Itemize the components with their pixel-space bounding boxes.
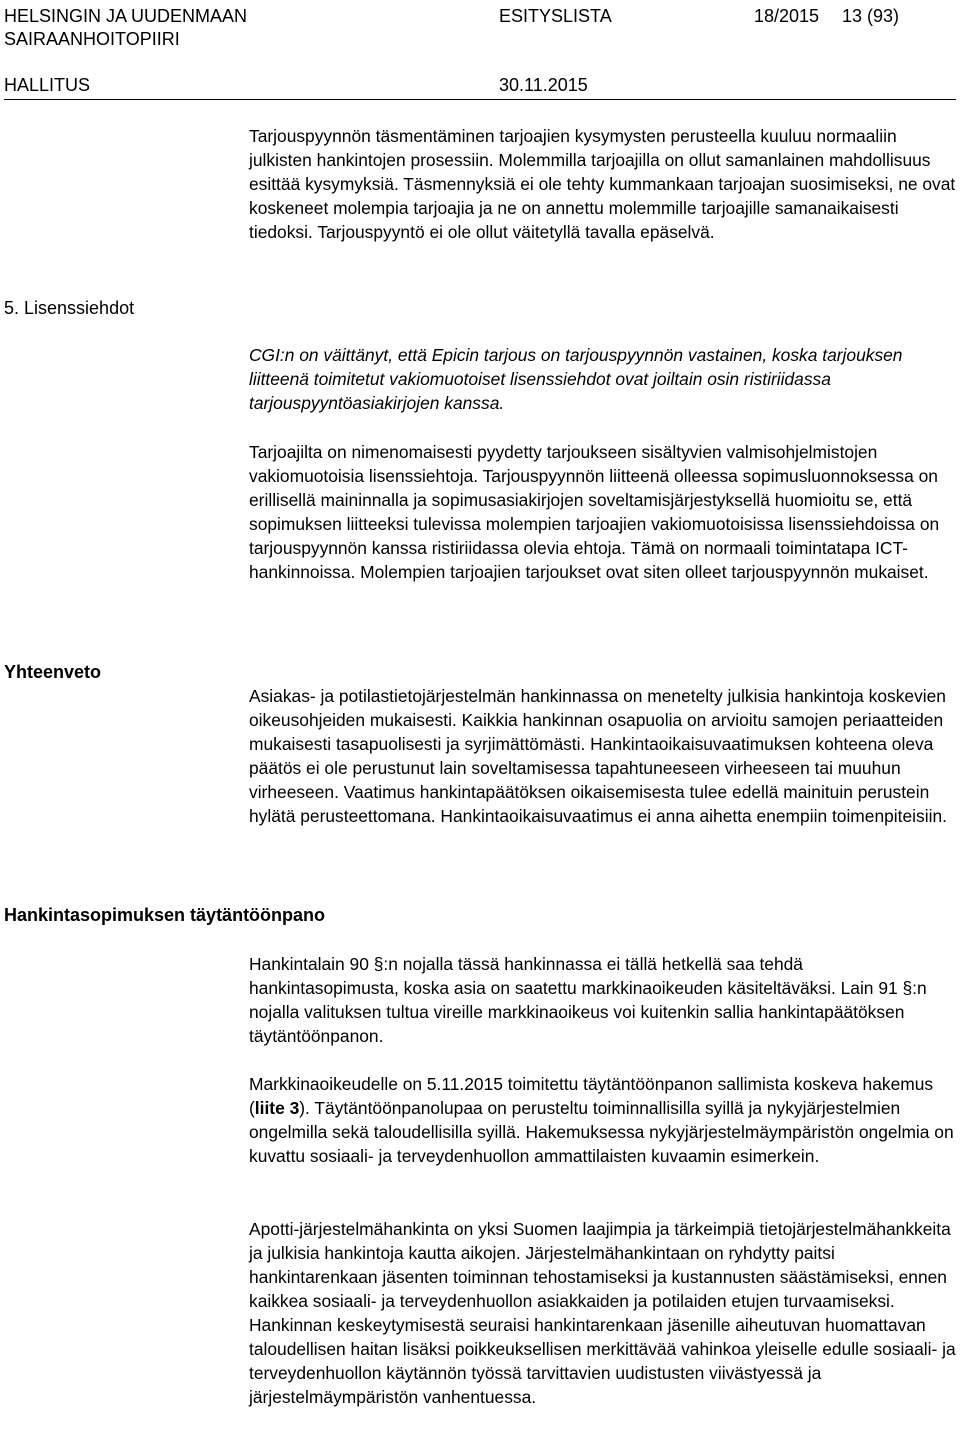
paragraph-tarjouspyynto: Tarjouspyynnön täsmentäminen tarjoajien kysymysten perusteella kuuluu normaaliin julkisten hankintojen prosessiin. Molemmilla tarjoajilla on ollut samanlainen mahdollisuus esittää kysymyksiä. Täsmennyksiä ei ole tehty kummankaan tarjoajan suosimiseksi, ne ovat koskeneet molempia tarjoajia ja ne on annettu molemmille tarjoajille samanaikaisesti tiedoksi. Tarjouspyyntö ei ole ollut väitetyllä tavalla epäselvä.	[249, 126, 956, 242]
board-name: HALLITUS	[4, 75, 91, 95]
page-info: 13 (93)	[842, 6, 900, 26]
document-number: 18/2015	[754, 6, 820, 26]
paragraph-markkinaoikeus-part1: Markkinaoikeudelle on 5.11.2015 toimitettu täytäntöönpanon sallimista koskeva hakemus (	[249, 1074, 934, 1118]
document-type: ESITYSLISTA	[499, 6, 612, 26]
section-heading-hankintasopimus: Hankintasopimuksen täytäntöönpano	[4, 905, 326, 925]
paragraph-apotti: Apotti-järjestelmähankinta on yksi Suomen laajimpia ja tärkeimpiä tietojärjestelmähankkeita ja julkisia hankintoja kautta aikojen. Järjestelmähankintaan on ryhdytty paitsi hankintarenkaan jäsenten toiminnan tehostamiseksi ja kustannusten säästämiseksi, ennen kaikkea sosiaali- ja terveydenhuollon asiakkaiden ja potilaiden etujen turvaamiseksi. Hankinnan keskeytymisestä seuraisi hankintarenkaan jäsenille aiheutuvan huomattavan taloudellisen haitan lisäksi poikkeuksellisen merkittävää vahinkoa yleiselle edulle sosiaali- ja terveydenhuollon käytännön työssä tarvittavien uudistusten viivästyessä ja järjestelmäympäristön vanhentuessa.	[249, 1219, 956, 1407]
org-name-line1: HELSINGIN JA UUDENMAAN	[4, 6, 248, 26]
header-rule	[4, 99, 956, 100]
paragraph-markkinaoikeus	[249, 1072, 957, 1168]
section-heading-yhteenveto: Yhteenveto	[4, 662, 102, 682]
paragraph-markkinaoikeus-part2: ). Täytäntöönpanolupaa on perusteltu toiminnallisilla syillä ja nykyjärjestelmien ongelmilla sekä taloudellisilla syillä. Hakemuksessa nykyjärjestelmäympäristön ongelmia on kuvattu sosiaali- ja terveydenhuollon ammattilaisten kuvaamin esimerkein.	[249, 1098, 954, 1166]
section-heading-lisenssiehdot: 5. Lisenssiehdot	[4, 298, 135, 318]
org-name-line2: SAIRAANHOITOPIIRI	[4, 29, 180, 49]
paragraph-lisenssiehdot: Tarjoajilta on nimenomaisesti pyydetty tarjoukseen sisältyvien valmisohjelmistojen vakiomuotoisia lisenssiehtoja. Tarjouspyynnön liitteenä olleessa sopimusluonnoksessa on erillisellä maininnalla ja sopimusasiakirjojen soveltamisjärjestyksellä huomioitu se, että sopimuksen liitteeksi tulevissa molempien tarjoajien vakiomuotoisissa lisenssiehdoissa on tarjouspyynnön kanssa ristiriidassa olevia ehtoja. Tämä on normaali toimintatapa ICT-hankinnoissa. Molempien tarjoajien tarjoukset ovat siten olleet tarjouspyynnön mukaiset.	[249, 442, 940, 582]
paragraph-cgi-claim: CGI:n on väittänyt, että Epicin tarjous on tarjouspyynnön vastainen, koska tarjouksen liitteenä toimitetut vakiomuotoiset lisenssiehdot ovat joiltain osin ristiriidassa tarjouspyyntöasiakirjojen kanssa.	[249, 345, 903, 413]
paragraph-hankintalaki: Hankintalain 90 §:n nojalla tässä hankinnassa ei tällä hetkellä saa tehdä hankintasopimusta, koska asia on saatettu markkinaoikeuden käsiteltäväksi. Lain 91 §:n nojalla valituksen tultua vireille markkinaoikeus voi kuitenkin sallia hankintapäätöksen täytäntöönpanon.	[249, 954, 927, 1046]
attachment-reference: liite 3	[254, 1098, 300, 1118]
paragraph-yhteenveto: Asiakas- ja potilastietojärjestelmän hankinnassa on menetelty julkisia hankintoja koskevien oikeusohjeiden mukaisesti. Kaikkia hankinnan osapuolia on arvioitu samojen periaatteiden mukaisesti tasapuolisesti ja syrjimättömästi. Hankintaoikaisuvaatimuksen kohteena oleva päätös ei ole perustunut lain soveltamisessa tapahtuneeseen virheeseen tai muuhun virheeseen. Vaatimus hankintapäätöksen oikaisemisesta tulee edellä mainituin perustein hylätä perusteettomana. Hankintaoikaisuvaatimus ei anna aihetta enempiin toimenpiteisiin.	[249, 686, 947, 826]
meeting-date: 30.11.2015	[499, 75, 588, 95]
